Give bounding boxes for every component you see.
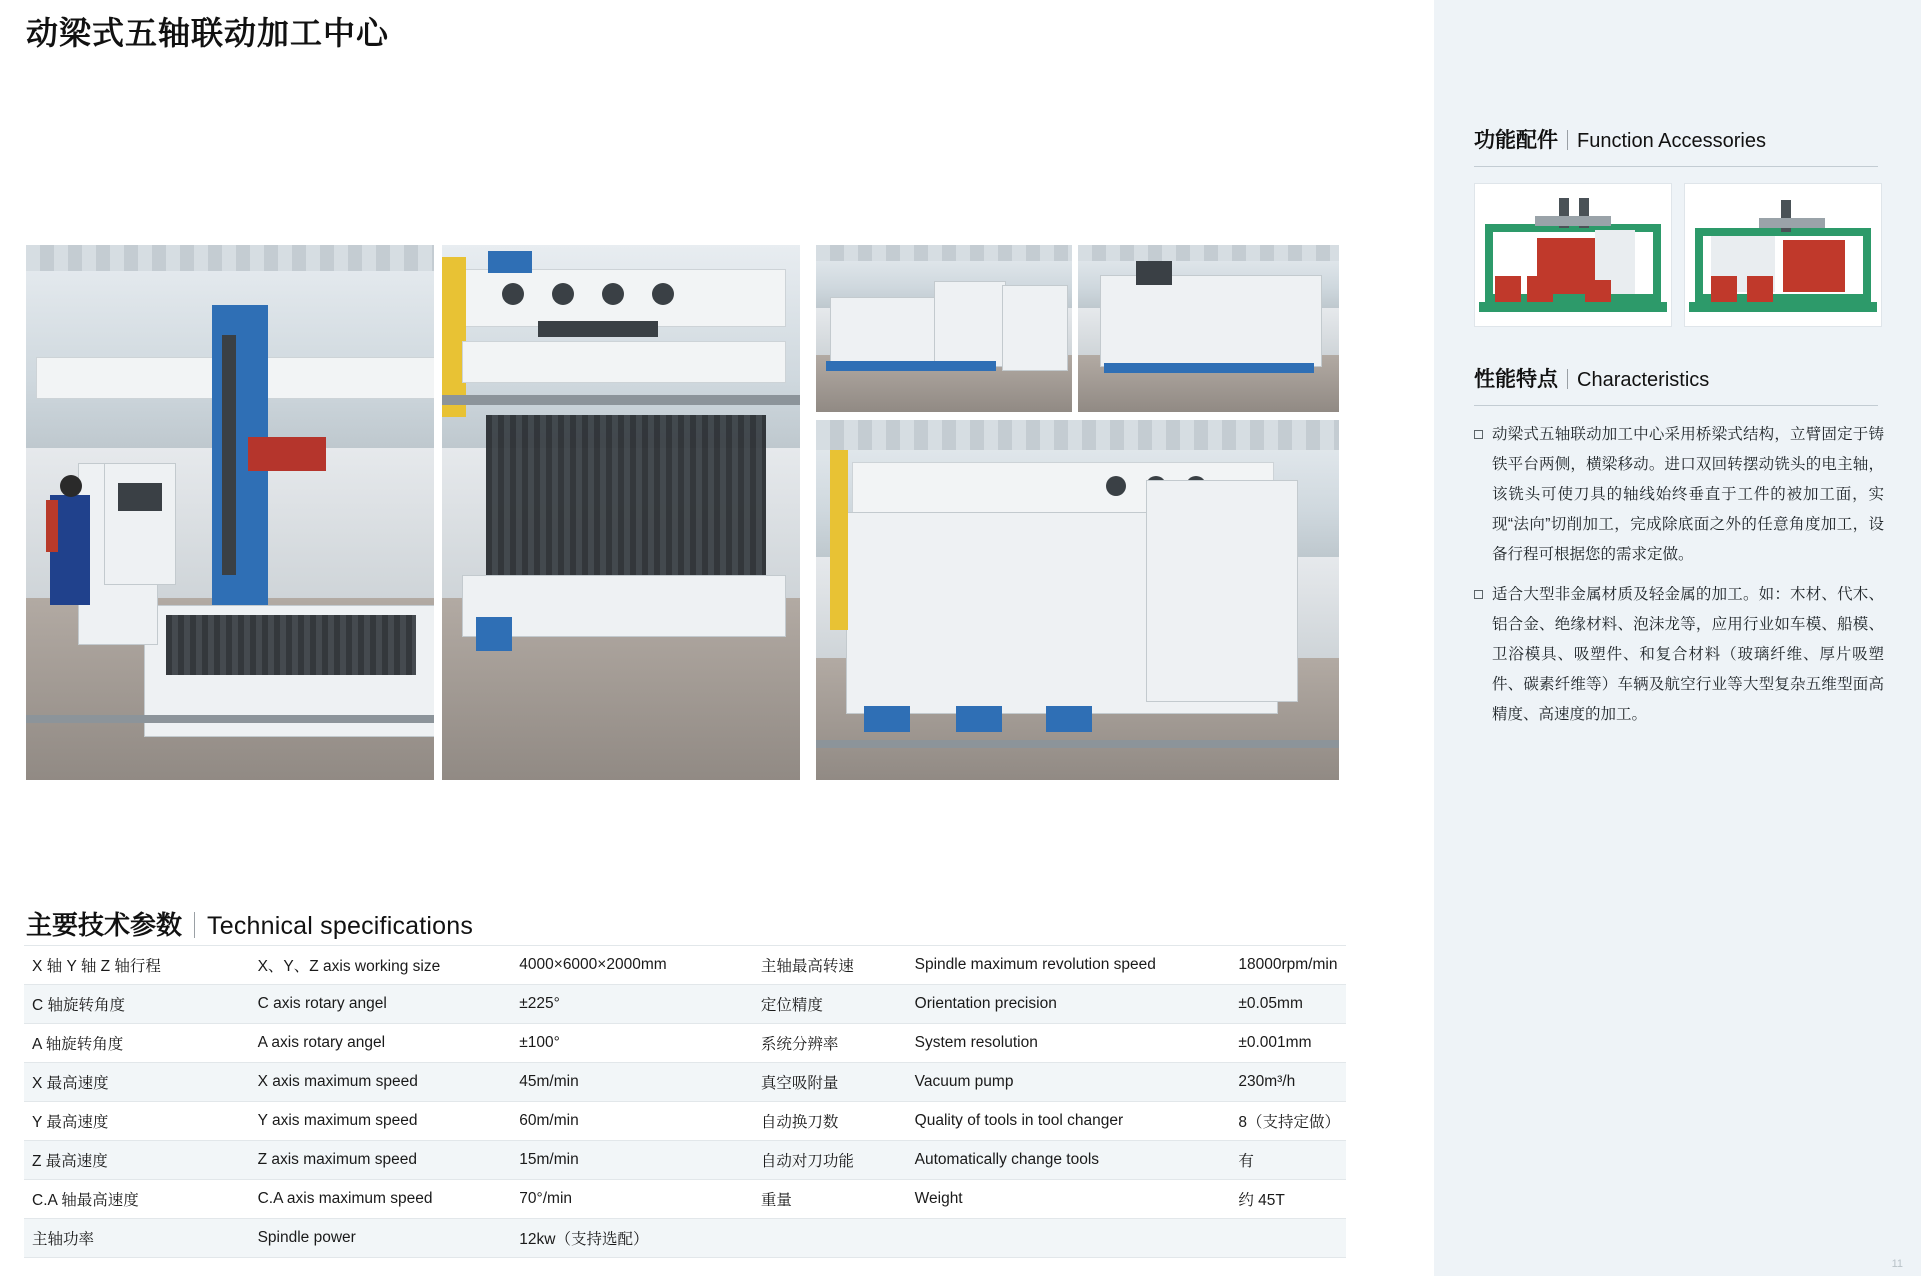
table-row xyxy=(24,946,1346,985)
spec-label2-cn: 自动对刀功能 xyxy=(753,1141,907,1180)
square-bullet-icon xyxy=(1474,590,1483,599)
table-row xyxy=(24,1141,1346,1180)
photo-gantry-beam xyxy=(442,245,800,780)
spec-value2: 18000rpm/min xyxy=(1230,946,1346,985)
spec-label-en: C.A axis maximum speed xyxy=(250,1180,512,1219)
spec-label-cn: X 最高速度 xyxy=(24,1063,250,1102)
page-title: 动梁式五轴联动加工中心 xyxy=(26,15,390,51)
table-row xyxy=(24,1219,1346,1258)
spec-value2: 有 xyxy=(1230,1141,1346,1180)
spec-value: 4000×6000×2000mm xyxy=(511,946,753,985)
spec-label-cn: C.A 轴最高速度 xyxy=(24,1180,250,1219)
spec-value: 15m/min xyxy=(511,1141,753,1180)
spec-label2-cn: 主轴最高转速 xyxy=(753,946,907,985)
heading-separator xyxy=(1567,130,1568,150)
spec-label2-cn: 定位精度 xyxy=(753,985,907,1024)
specs-heading-cn: 主要技术参数 xyxy=(26,910,183,940)
list-item-text: 适合大型非金属材质及轻金属的加工。如：木材、代木、铝合金、绝缘材料、泡沫龙等，应用行业如车模、船模、卫浴模具、吸塑件、和复合材料（玻璃纤维、厚片吸塑件、碳素纤维等）车辆及航空行业等大型复杂五维型面高精度、高速度的加工。 xyxy=(1492,586,1884,723)
heading-separator xyxy=(194,912,195,938)
table-row xyxy=(24,1024,1346,1063)
characteristics-heading-en: Characteristics xyxy=(1577,369,1710,391)
spec-value2: 230m³/h xyxy=(1230,1063,1346,1102)
spec-value2: ±0.05mm xyxy=(1230,985,1346,1024)
list-item xyxy=(1474,420,1884,570)
spec-label2-cn: 系统分辨率 xyxy=(753,1024,907,1063)
spec-label2-en: System resolution xyxy=(907,1024,1231,1063)
spec-value: 12kw（支持选配） xyxy=(511,1219,753,1258)
spec-value2: 约 45T xyxy=(1230,1180,1346,1219)
specs-heading xyxy=(26,905,473,942)
spec-label-en: C axis rotary angel xyxy=(250,985,512,1024)
accessory-images xyxy=(1474,183,1894,327)
spec-value: ±100° xyxy=(511,1024,753,1063)
characteristics-heading-cn: 性能特点 xyxy=(1474,368,1558,391)
spec-value: 60m/min xyxy=(511,1102,753,1141)
spec-label2-en: Weight xyxy=(907,1180,1231,1219)
spec-label-en: A axis rotary angel xyxy=(250,1024,512,1063)
sidebar xyxy=(1434,0,1921,1276)
divider xyxy=(1474,405,1878,406)
list-item xyxy=(1474,580,1884,730)
spec-label-en: Z axis maximum speed xyxy=(250,1141,512,1180)
spec-label2-en: Automatically change tools xyxy=(907,1141,1231,1180)
spec-value: 45m/min xyxy=(511,1063,753,1102)
spec-value2: 8（支持定做） xyxy=(1230,1102,1346,1141)
photo-enclosure-side xyxy=(1078,245,1339,412)
spec-value2: ±0.001mm xyxy=(1230,1024,1346,1063)
accessory-render-right xyxy=(1684,183,1882,327)
page-number: 11 xyxy=(1891,1258,1903,1270)
table-row xyxy=(24,1063,1346,1102)
spec-label2-cn: 重量 xyxy=(753,1180,907,1219)
photo-workshop-frame xyxy=(816,245,1072,412)
spec-label-en: X、Y、Z axis working size xyxy=(250,946,512,985)
spec-label2-en: Orientation precision xyxy=(907,985,1231,1024)
spec-value: ±225° xyxy=(511,985,753,1024)
spec-label2-cn xyxy=(753,1219,907,1258)
table-row xyxy=(24,1180,1346,1219)
spec-label-en: X axis maximum speed xyxy=(250,1063,512,1102)
square-bullet-icon xyxy=(1474,430,1483,439)
spec-label-cn: 主轴功率 xyxy=(24,1219,250,1258)
spec-value: 70°/min xyxy=(511,1180,753,1219)
characteristics-heading xyxy=(1474,363,1894,393)
photo-full-machine-enclosure xyxy=(816,420,1339,780)
accessories-heading-cn: 功能配件 xyxy=(1474,129,1558,152)
spec-label2-en xyxy=(907,1219,1231,1258)
spec-label2-cn: 真空吸附量 xyxy=(753,1063,907,1102)
spec-label-cn: Z 最高速度 xyxy=(24,1141,250,1180)
spec-label2-cn: 自动换刀数 xyxy=(753,1102,907,1141)
accessories-heading-en: Function Accessories xyxy=(1577,130,1766,152)
characteristics-list xyxy=(1474,420,1884,730)
photo-gallery xyxy=(26,245,1339,780)
technical-specifications-table xyxy=(24,945,1346,1258)
spec-label-cn: Y 最高速度 xyxy=(24,1102,250,1141)
specs-heading-en: Technical specifications xyxy=(207,912,474,940)
list-item-text: 动梁式五轴联动加工中心采用桥梁式结构，立臂固定于铸铁平台两侧，横梁移动。进口双回转摆动铣头的电主轴，该铣头可使刀具的轴线始终垂直于工件的被加工面，实现“法向”切削加工，完成除底面之外的任意角度加工，设备行程可根据您的需求定做。 xyxy=(1492,426,1884,563)
photo-machine-operator xyxy=(26,245,434,780)
table-row xyxy=(24,985,1346,1024)
table-row xyxy=(24,1102,1346,1141)
spec-label2-en: Quality of tools in tool changer xyxy=(907,1102,1231,1141)
accessory-render-left xyxy=(1474,183,1672,327)
spec-label2-en: Spindle maximum revolution speed xyxy=(907,946,1231,985)
spec-label-cn: A 轴旋转角度 xyxy=(24,1024,250,1063)
accessories-heading xyxy=(1474,124,1894,154)
spec-value2 xyxy=(1230,1219,1346,1258)
divider xyxy=(1474,166,1878,167)
spec-label-en: Spindle power xyxy=(250,1219,512,1258)
spec-label-cn: X 轴 Y 轴 Z 轴行程 xyxy=(24,946,250,985)
spec-label2-en: Vacuum pump xyxy=(907,1063,1231,1102)
heading-separator xyxy=(1567,369,1568,389)
spec-label-en: Y axis maximum speed xyxy=(250,1102,512,1141)
spec-label-cn: C 轴旋转角度 xyxy=(24,985,250,1024)
